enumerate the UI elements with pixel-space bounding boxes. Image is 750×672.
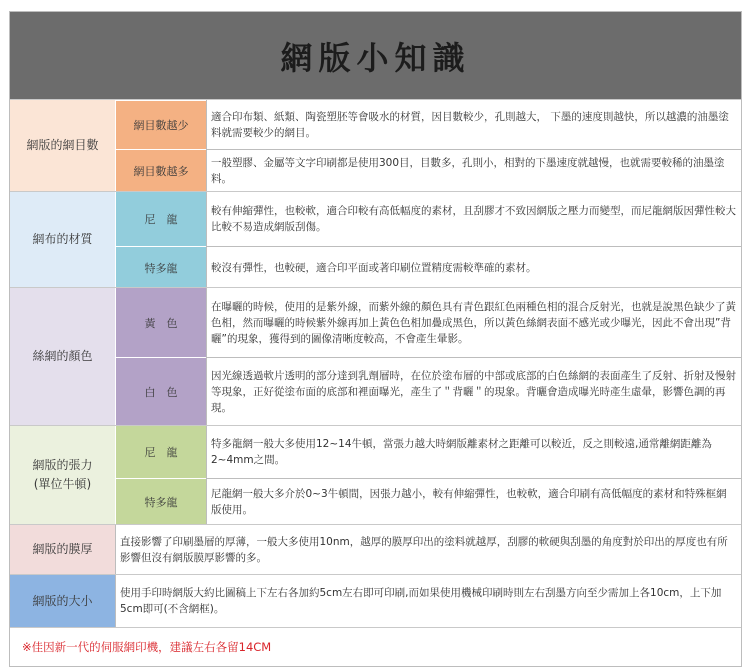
row-screen-size	[10, 574, 741, 627]
sub-label-cell: 特多龍	[115, 478, 206, 525]
row-mesh-tension	[10, 425, 741, 524]
category-cell: 絲網的顏色	[10, 288, 115, 425]
description-cell: 在曝曬的時候，使用的是紫外線，而紫外線的顏色具有青色跟紅色兩種色相的混合反射光，也就是說黑色缺少了黃色相，然而曝曬的時候紫外線再加上黃色色相加疊成黑色，所以黃色絲網表面不感光或少曝光，因此不會出現”背曬”的現象，獲得到的圖像清晰度較高，不會產生暈影。	[206, 288, 741, 357]
description-cell: 特多龍網一般大多使用12~14牛頓，當張力越大時網版離素材之距離可以較近，反之則較遠,通常離網距離為2~4mm之間。	[206, 426, 741, 478]
category-cell: 網版的膜厚	[10, 525, 115, 574]
row-mesh-color	[10, 287, 741, 425]
category-cell: 網版的大小	[10, 575, 115, 627]
category-cell: 網版的張力 (單位牛頓)	[10, 426, 115, 524]
row-mesh-material	[10, 191, 741, 287]
sub-label-cell: 尼 龍	[115, 426, 206, 478]
description-cell: 一般塑膠、金屬等文字印刷都是使用300目，目數多，孔則小，相對的下墨速度就越慢，也就需要較稀的油墨塗料。	[206, 149, 741, 192]
row-emulsion-thickness	[10, 524, 741, 574]
row-mesh-count	[10, 99, 741, 191]
description-cell: 使用手印時網版大約比圖稿上下左右各加約5cm左右即可印刷,而如果使用機械印刷時則左右刮墨方向至少需加上各10cm，上下加5cm即可(不含網框)。	[115, 575, 741, 627]
category-cell: 網版的網目數	[10, 100, 115, 191]
description-cell: 較有伸縮彈性，也較軟，適合印較有高低幅度的素材，且刮膠才不致因網版之壓力而變型，而尼龍網版因彈性較大比較不易造成網版刮傷。	[206, 192, 741, 246]
sub-label-cell: 特多龍	[115, 246, 206, 288]
sub-label-cell: 網目數越多	[115, 149, 206, 192]
description-cell: 較沒有彈性，也較硬，適合印平面或著印刷位置精度需較準確的素材。	[206, 246, 741, 288]
description-cell: 尼龍網一般大多介於0~3牛頓間，因張力越小，較有伸縮彈性，也較軟，適合印刷有高低幅度的素材和特殊框網版使用。	[206, 478, 741, 525]
knowledge-table	[9, 11, 742, 667]
title-bar	[10, 12, 741, 99]
category-cell: 網布的材質	[10, 192, 115, 287]
sub-label-cell: 網目數越少	[115, 100, 206, 149]
page-title: 網版小知識	[280, 38, 471, 77]
footer-note: ※佳因新一代的伺服網印機，建議左右各留14CM	[10, 627, 741, 666]
description-cell: 因光線透過軟片透明的部分達到乳劑層時，在位於塗布層的中部或底部的白色絲網的表面產生了反射、折射及慢射等現象，正好從塗布面的底部和裡面曝光，產生了＂背曬＂的現象。背曬會造成曝光時產生虛暈，影響色調的再現。	[206, 357, 741, 426]
sub-label-cell: 尼 龍	[115, 192, 206, 246]
sub-label-cell: 白 色	[115, 357, 206, 426]
description-cell: 直接影響了印刷墨層的厚薄，一般大多使用10nm，越厚的膜厚印出的塗料就越厚，刮膠的軟硬與刮墨的角度對於印出的厚度也有所影響但沒有網版膜厚影響的多。	[115, 525, 741, 574]
sub-label-cell: 黃 色	[115, 288, 206, 357]
description-cell: 適合印布類、紙類、陶瓷塑胚等會吸水的材質，因目數較少，孔則越大， 下墨的速度則越快，所以越濃的油墨塗料就需要較少的網目。	[206, 100, 741, 149]
